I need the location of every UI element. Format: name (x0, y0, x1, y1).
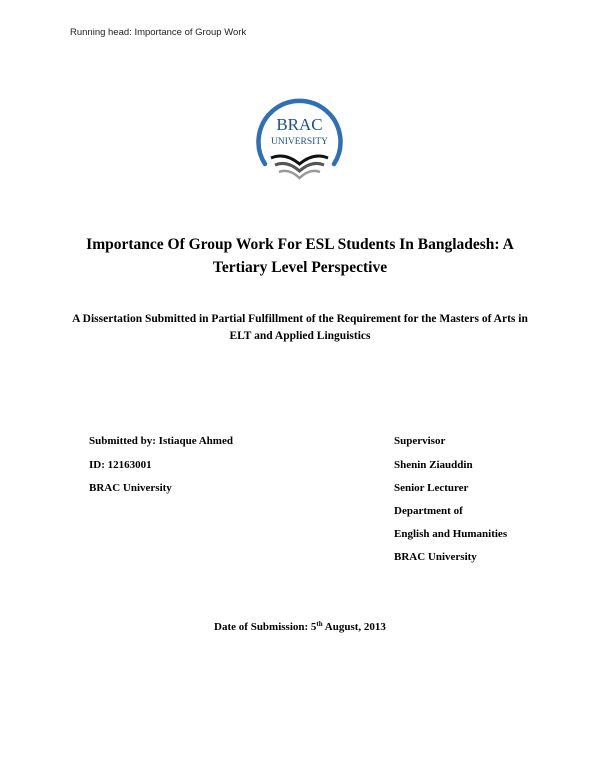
submission-date-superscript: th (316, 620, 323, 628)
logo-text-brac: BRAC (276, 115, 323, 134)
supervisor-name: Shenin Ziauddin (394, 459, 473, 471)
submission-date-label: Date of Submission: 5 (214, 621, 317, 633)
running-head: Running head: Importance of Group Work (70, 27, 247, 38)
supervisor-department-line2: English and Humanities (394, 528, 508, 540)
supervisor-department-line1: Department of (394, 505, 463, 517)
document-title: Importance Of Group Work For ESL Students In Bangladesh: A Tertiary Level Perspective (86, 236, 514, 276)
student-institution: BRAC University (89, 482, 172, 494)
submitted-by: Submitted by: Istiaque Ahmed (89, 435, 233, 447)
student-id: ID: 12163001 (89, 459, 152, 471)
supervisor-institution: BRAC University (394, 551, 477, 563)
brac-university-logo (251, 88, 348, 192)
submission-date-rest: August, 2013 (322, 621, 386, 633)
supervisor-position: Senior Lecturer (394, 482, 469, 494)
supervisor-heading: Supervisor (394, 435, 446, 447)
logo-text-university: UNIVERSITY (271, 137, 328, 147)
document-subtitle: A Dissertation Submitted in Partial Fulfillment of the Requirement for the Masters of Arts in ELT and Applied Linguistics (72, 313, 528, 342)
submission-date (70, 620, 530, 633)
